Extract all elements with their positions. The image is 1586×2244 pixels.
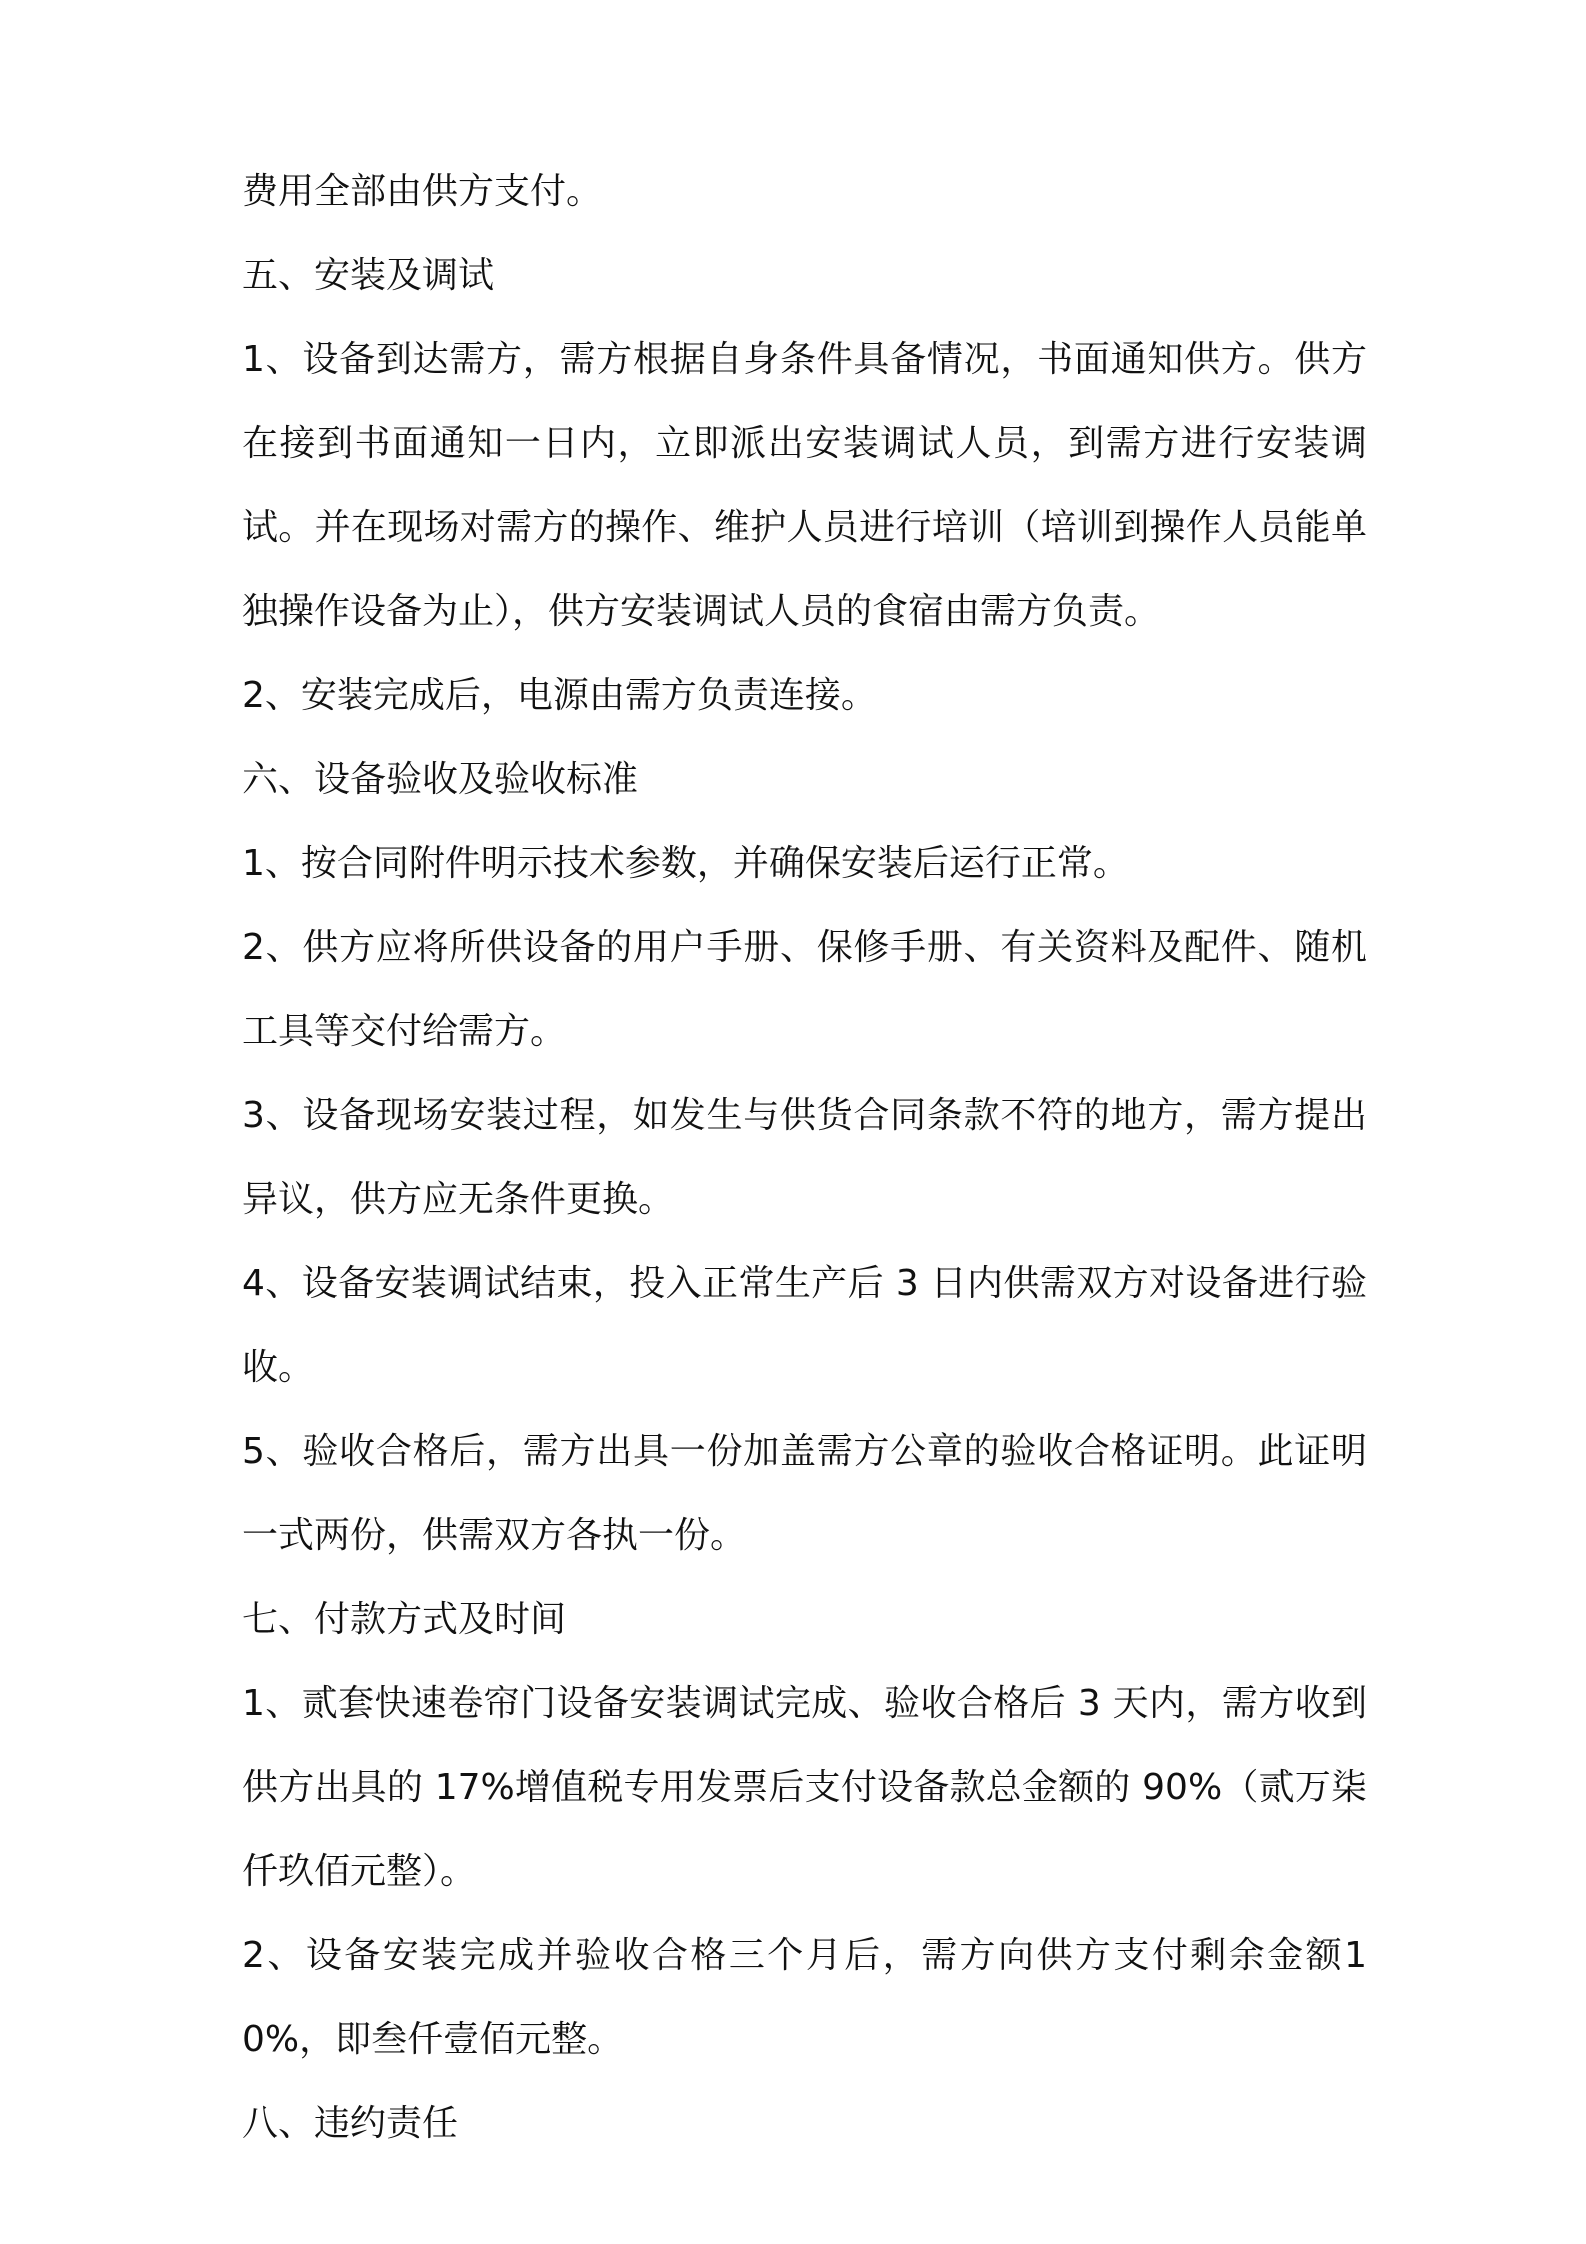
paragraph-acceptance-4: 4、设备安装调试结束，投入正常生产后 3 日内供需双方对设备进行验收。	[242, 1263, 1367, 1388]
paragraph-payment-2: 2、设备安装完成并验收合格三个月后，需方向供方支付剩余金额10%，即叁仟壹佰元整。	[242, 1935, 1367, 2060]
paragraph-acceptance-5: 5、验收合格后，需方出具一份加盖需方公章的验收合格证明。此证明一式两份，供需双方各执一份。	[242, 1431, 1367, 1556]
paragraph-acceptance-3: 3、设备现场安装过程，如发生与供货合同条款不符的地方，需方提出异议，供方应无条件更换。	[242, 1095, 1367, 1220]
paragraph-acceptance-2: 2、供方应将所供设备的用户手册、保修手册、有关资料及配件、随机工具等交付给需方。	[242, 927, 1367, 1052]
paragraph-installation-1: 1、设备到达需方，需方根据自身条件具备情况，书面通知供方。供方在接到书面通知一日内，立即派出安装调试人员，到需方进行安装调试。并在现场对需方的操作、维护人员进行培训（培训到操作人员能单独操作设备为止），供方安装调试人员的食宿由需方负责。	[242, 339, 1367, 632]
paragraph-payment-1: 1、贰套快速卷帘门设备安装调试完成、验收合格后 3 天内，需方收到供方出具的 17%增值税专用发票后支付设备款总金额的 90%（贰万柒仟玖佰元整）。	[242, 1683, 1367, 1892]
paragraph-installation-2: 2、安装完成后，电源由需方负责连接。	[242, 675, 877, 716]
paragraph-acceptance-1: 1、按合同附件明示技术参数，并确保安装后运行正常。	[242, 843, 1129, 884]
heading-liability: 八、违约责任	[242, 2103, 459, 2144]
heading-acceptance: 六、设备验收及验收标准	[242, 759, 639, 800]
heading-installation: 五、安装及调试	[242, 255, 495, 296]
heading-payment: 七、付款方式及时间	[242, 1599, 567, 1640]
paragraph-fee-note: 费用全部由供方支付。	[242, 171, 603, 212]
document-body	[242, 150, 1367, 2166]
